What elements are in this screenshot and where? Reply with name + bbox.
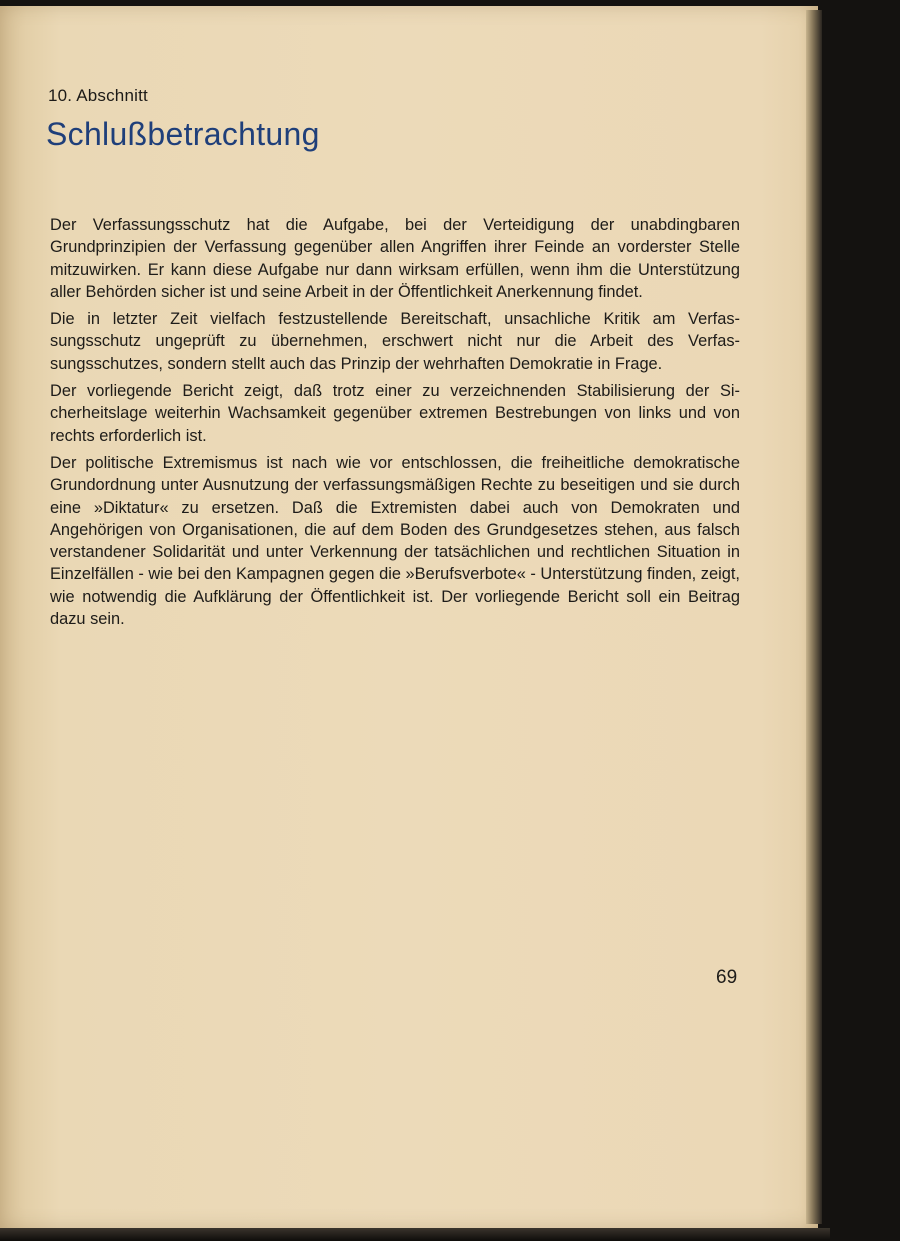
paragraph-4: Der politische Extremismus ist nach wie vor entschlossen, die freiheitliche demokratische Grundordnung unter Ausnutzung der verfassungsmäßigen Rechte zu beseitigen und sie durch eine »Diktatur« zu ersetzen. Daß die Extremisten dabei auch von Demokraten und Angehörigen von Organisationen, die auf dem Boden des Grundgesetzes stehen, aus falsch verstandener Solidarität und unter Verkennung der tatsächlichen und rechtlichen Situation in Einzelfällen - wie bei den Kampagnen gegen die »Berufsverbote« - Unterstützung finden, zeigt, wie notwendig die Aufklärung der Öffentlichkeit ist. Der vorliegende Bericht soll ein Beitrag dazu sein. [50, 453, 740, 629]
body-text [50, 214, 740, 635]
book-bottom-edge [0, 1228, 830, 1241]
paragraph-1: Der Verfassungsschutz hat die Aufgabe, bei der Verteidigung der unabdingbaren Grundprinzipien der Verfassung gegenüber allen Angriffen ihrer Feinde an vorderster Stelle mitzuwirken. Er kann diese Aufgabe nur dann wirksam erfüllen, wenn ihm die Unterstützung aller Behörden sicher ist und seine Arbeit in der Öffentlichkeit Anerkennung findet. [50, 216, 740, 301]
paragraph-2: Die in letzter Zeit vielfach festzustellende Bereitschaft, unsachliche Kritik am Verfassungsschutz ungeprüft zu übernehmen, erschwert nicht nur die Arbeit des Verfassungsschutzes, sondern stellt auch das Prinzip der wehrhaften Demokratie in Frage. [50, 310, 740, 373]
section-label: 10. Abschnitt [48, 86, 148, 105]
book-page [0, 6, 818, 1228]
page-edge [806, 10, 822, 1224]
paragraph-3: Der vorliegende Bericht zeigt, daß trotz einer zu verzeichnenden Stabilisierung der Sicherheitslage weiterhin Wachsamkeit gegenüber extremen Bestrebungen von links und von rechts erforderlich ist. [50, 382, 740, 445]
page-number: 69 [716, 967, 738, 988]
chapter-title: Schlußbetrachtung [46, 116, 320, 152]
